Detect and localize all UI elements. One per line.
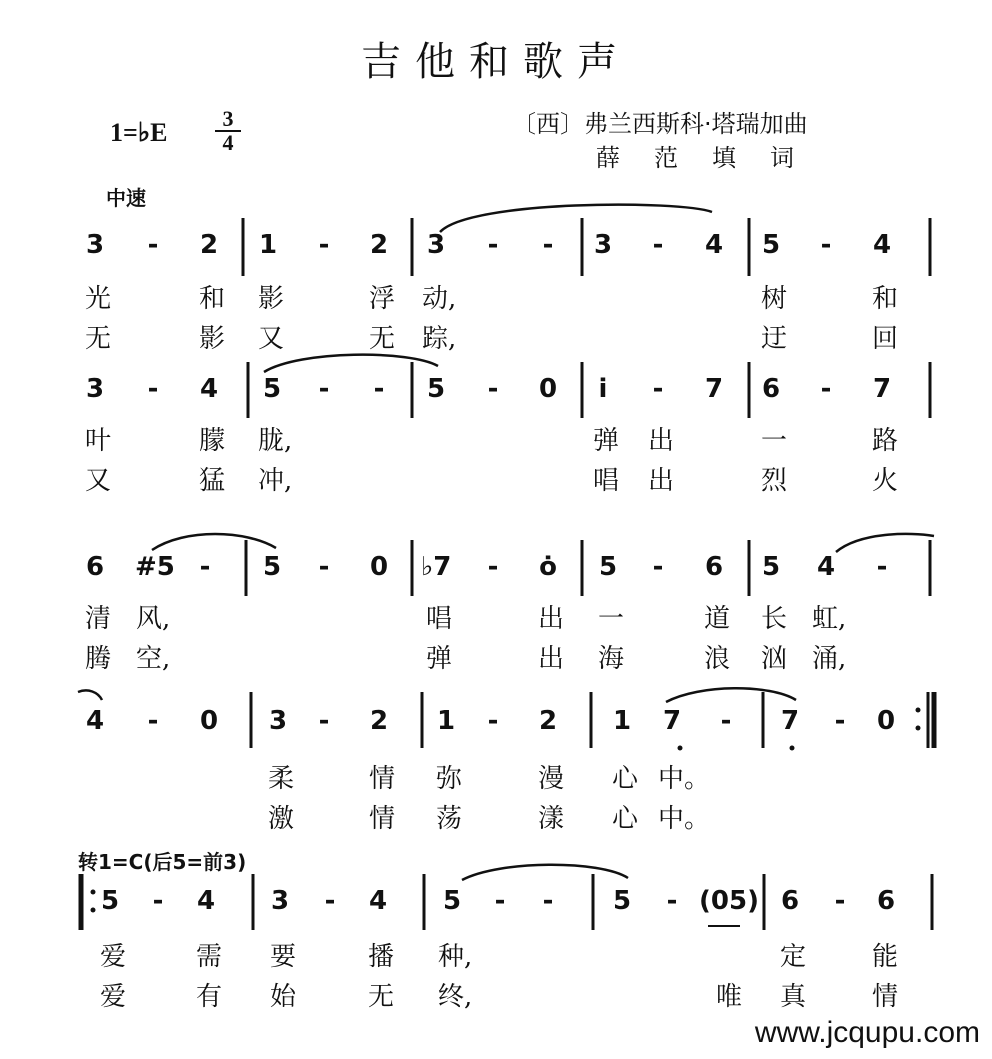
- lyric-verse-2: 荡: [435, 804, 462, 834]
- lyric-verse-2: 漾: [537, 804, 564, 834]
- modulation-marking: 转1=C(后5=前3): [78, 850, 247, 874]
- lyric-verse-2: 出: [647, 466, 674, 496]
- note: 7: [780, 706, 800, 736]
- lyric-verse-1: 和: [871, 284, 898, 314]
- lyric-verse-1: 柔: [267, 764, 294, 794]
- lyric-verse-2: 心: [611, 804, 638, 834]
- lyric-verse-1: 漫: [537, 764, 564, 794]
- note: -: [373, 374, 385, 404]
- note: -: [820, 374, 832, 404]
- lyric-verse-1: 光: [84, 284, 111, 314]
- note: -: [876, 552, 888, 582]
- note: -: [147, 230, 159, 260]
- note: -: [152, 886, 164, 916]
- lyric-verse-2: 激: [267, 804, 294, 834]
- lyric-verse-2: 涌,: [812, 644, 847, 674]
- lyric-verse-2: 中。: [658, 804, 711, 834]
- repeat-dot: [916, 708, 921, 713]
- note: #5: [135, 552, 175, 582]
- tie-arc: [440, 205, 712, 232]
- lyric-verse-1: 风,: [136, 604, 171, 634]
- watermark: www.jcqupu.com: [754, 1016, 980, 1049]
- note: 2: [538, 706, 558, 736]
- note: -: [652, 552, 664, 582]
- lyric-verse-1: 爱: [99, 942, 126, 972]
- lyric-verse-2: 无: [84, 324, 111, 354]
- lyric-verse-2: 回: [871, 324, 898, 354]
- note: 2: [369, 230, 389, 260]
- note: 4: [704, 230, 724, 260]
- page-title: 吉他和歌声: [361, 39, 631, 85]
- note: -: [666, 886, 678, 916]
- note: 5: [426, 374, 446, 404]
- note: 6: [761, 374, 781, 404]
- note: -: [652, 374, 664, 404]
- note: (05): [699, 886, 759, 916]
- note: 1: [612, 706, 632, 736]
- lyric-verse-1: 清: [84, 604, 111, 634]
- lyric-verse-2: 真: [779, 982, 806, 1012]
- note: 5: [262, 374, 282, 404]
- key-signature: 1=♭E: [110, 118, 168, 147]
- low-octave-dot: [790, 746, 795, 751]
- lyric-verse-2: 迂: [760, 324, 787, 354]
- note: 3: [270, 886, 290, 916]
- note: 6: [876, 886, 896, 916]
- note: 4: [368, 886, 388, 916]
- note: 5: [612, 886, 632, 916]
- note: 5: [761, 552, 781, 582]
- note: 3: [426, 230, 446, 260]
- lyric-verse-2: 始: [269, 982, 296, 1012]
- note: -: [318, 552, 330, 582]
- lyric-verse-1: 胧,: [258, 426, 293, 456]
- note: -: [542, 230, 554, 260]
- low-octave-dot: [678, 746, 683, 751]
- lyric-verse-2: 烈: [760, 466, 787, 496]
- lyric-verse-1: 路: [871, 426, 898, 456]
- lyric-verse-1: 道: [703, 604, 730, 634]
- note: ȯ: [539, 552, 557, 582]
- lyric-verse-2: 情: [368, 804, 395, 834]
- lyric-verse-2: 又: [257, 324, 284, 354]
- lyric-verse-1: 一: [760, 426, 787, 456]
- time-denominator: 4: [215, 130, 241, 154]
- note: -: [834, 706, 846, 736]
- lyricist-credit: 薛范填词: [596, 144, 828, 172]
- note: 3: [593, 230, 613, 260]
- note: -: [542, 886, 554, 916]
- note: 1: [258, 230, 278, 260]
- note: 7: [662, 706, 682, 736]
- lyric-verse-1: 定: [779, 942, 806, 972]
- tie-arc: [78, 690, 102, 700]
- lyric-verse-1: 弹: [592, 426, 619, 456]
- composer-credit: 〔西〕弗兰西斯科·塔瑞加曲: [512, 110, 808, 138]
- lyric-verse-1: 出: [537, 604, 564, 634]
- note: 6: [85, 552, 105, 582]
- lyric-verse-2: 冲,: [258, 466, 293, 496]
- note: -: [487, 230, 499, 260]
- note: 0: [538, 374, 558, 404]
- note: 0: [199, 706, 219, 736]
- tempo-marking: 中速: [106, 186, 146, 210]
- time-numerator: 3: [222, 106, 234, 131]
- lyric-verse-1: 动,: [422, 284, 457, 314]
- note: 7: [704, 374, 724, 404]
- lyric-verse-2: 爱: [99, 982, 126, 1012]
- note: -: [318, 374, 330, 404]
- note: 4: [872, 230, 892, 260]
- note: 4: [85, 706, 105, 736]
- lyric-verse-2: 情: [871, 982, 898, 1012]
- lyric-verse-1: 浮: [368, 284, 395, 314]
- lyric-verse-2: 有: [195, 982, 222, 1012]
- note: 6: [704, 552, 724, 582]
- tie-arc: [666, 688, 796, 702]
- note: 4: [199, 374, 219, 404]
- note: ♭7: [421, 552, 452, 582]
- lyric-verse-2: 终,: [438, 982, 473, 1012]
- note: -: [199, 552, 211, 582]
- note: 5: [598, 552, 618, 582]
- note: -: [318, 706, 330, 736]
- note: 5: [100, 886, 120, 916]
- lyric-verse-2: 唯: [715, 982, 742, 1012]
- note: 2: [369, 706, 389, 736]
- note: -: [147, 706, 159, 736]
- note: 5: [262, 552, 282, 582]
- lyric-verse-1: 需: [195, 942, 222, 972]
- note: 1: [436, 706, 456, 736]
- lyric-verse-1: 出: [647, 426, 674, 456]
- lyric-verse-2: 影: [198, 324, 225, 354]
- lyric-verse-1: 中。: [658, 764, 711, 794]
- lyric-verse-1: 种,: [438, 942, 473, 972]
- note: 4: [196, 886, 216, 916]
- note: -: [324, 886, 336, 916]
- repeat-dot: [916, 726, 921, 731]
- note: -: [487, 374, 499, 404]
- note: -: [494, 886, 506, 916]
- tie-arc: [836, 534, 934, 552]
- note: -: [487, 706, 499, 736]
- note: -: [834, 886, 846, 916]
- note: 5: [761, 230, 781, 260]
- lyric-verse-2: 腾: [84, 644, 111, 674]
- note: -: [318, 230, 330, 260]
- note: -: [720, 706, 732, 736]
- lyric-verse-2: 无: [368, 324, 395, 354]
- lyric-verse-1: 影: [257, 284, 284, 314]
- note: -: [487, 552, 499, 582]
- note: -: [652, 230, 664, 260]
- lyric-verse-2: 猛: [198, 466, 225, 496]
- lyric-verse-2: 空,: [136, 644, 171, 674]
- lyric-verse-1: 播: [367, 942, 394, 972]
- note: 3: [85, 374, 105, 404]
- lyric-verse-2: 汹: [760, 644, 787, 674]
- lyric-verse-1: 长: [760, 604, 787, 634]
- lyric-verse-2: 海: [597, 644, 624, 674]
- lyric-verse-2: 又: [84, 466, 111, 496]
- lyric-verse-1: 要: [269, 942, 296, 972]
- note: 3: [85, 230, 105, 260]
- lyric-verse-1: 能: [871, 942, 898, 972]
- lyric-verse-2: 踪,: [422, 324, 457, 354]
- lyric-verse-1: 心: [611, 764, 638, 794]
- tie-arc: [462, 865, 628, 880]
- lyric-verse-1: 和: [198, 284, 225, 314]
- note: 7: [872, 374, 892, 404]
- lyric-verse-1: 朦: [198, 426, 225, 456]
- lyric-verse-2: 无: [367, 982, 394, 1012]
- note: 3: [268, 706, 288, 736]
- note: 0: [369, 552, 389, 582]
- note: 6: [780, 886, 800, 916]
- lyric-verse-1: 唱: [425, 604, 452, 634]
- lyric-verse-2: 唱: [592, 466, 619, 496]
- note: -: [147, 374, 159, 404]
- note: 2: [199, 230, 219, 260]
- note: 0: [876, 706, 896, 736]
- note: -: [820, 230, 832, 260]
- lyric-verse-1: 情: [368, 764, 395, 794]
- lyric-verse-1: 树: [760, 284, 787, 314]
- note: 4: [816, 552, 836, 582]
- lyric-verse-1: 一: [597, 604, 624, 634]
- tie-arc: [152, 534, 276, 550]
- lyric-verse-2: 出: [537, 644, 564, 674]
- lyric-verse-2: 火: [871, 466, 898, 496]
- lyric-verse-1: 叶: [84, 426, 111, 456]
- lyric-verse-2: 弹: [425, 644, 452, 674]
- lyric-verse-1: 虹,: [812, 604, 847, 634]
- lyric-verse-1: 弥: [435, 764, 462, 794]
- lyric-verse-2: 浪: [703, 644, 730, 674]
- note: i: [598, 374, 608, 404]
- note: 5: [442, 886, 462, 916]
